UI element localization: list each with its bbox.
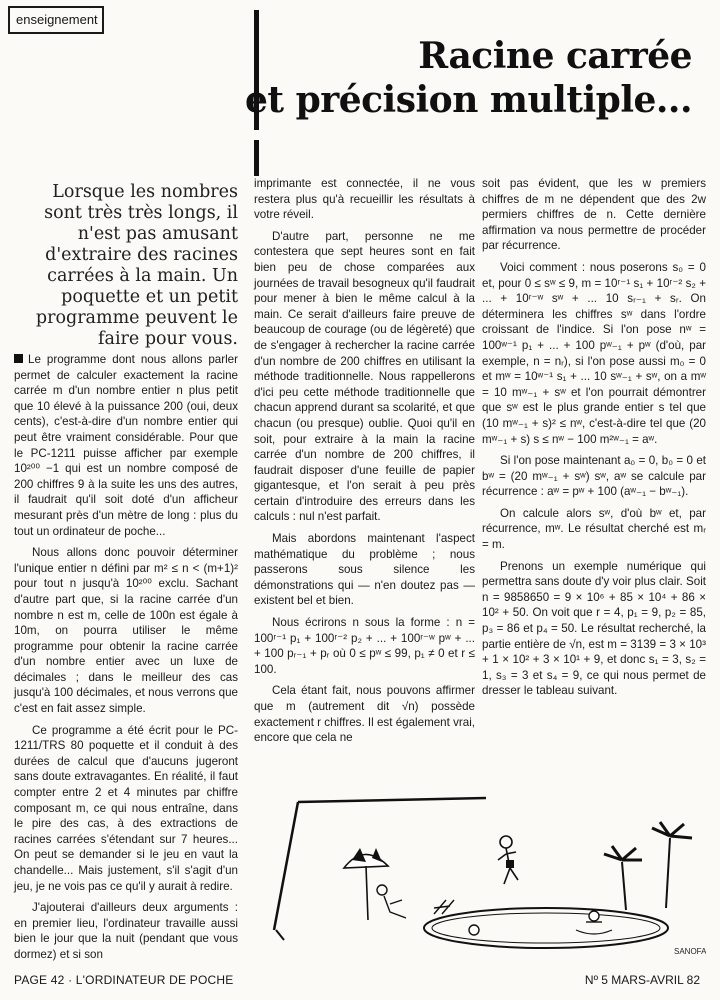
paragraph: Mais abordons maintenant l'aspect mathématique du problème ; nous passerons sous silence les démonstrations qui — n'en doutez pas — existent bel et bien. <box>254 532 475 608</box>
title-rule-lower <box>254 140 259 176</box>
diver-figure <box>498 836 518 884</box>
footer-page-label: PAGE 42 · L'ORDINATEUR DE POCHE <box>14 973 234 987</box>
section-tag: enseignement <box>8 6 104 34</box>
paragraph <box>14 352 238 539</box>
title-line-2: et précision multiple... <box>245 79 692 121</box>
footer-issue-label: Nº 5 MARS-AVRIL 82 <box>584 973 700 987</box>
diving-board <box>298 798 486 802</box>
paragraph: soit pas évident, que les w premiers chiffres de m ne dépendent que des 2w permiers chiffres de n. Cette dernière affirmation va nous permettre de procéder par récurrence. <box>482 177 706 253</box>
pole-base <box>276 930 284 940</box>
paragraph: Si l'on pose maintenant a₀ = 0, b₀ = 0 et bʷ = (20 mʷ₋₁ + sʷ) sʷ, aʷ se calcule par récurrence : aʷ = pʷ + 100 (aʷ₋₁ − bʷ₋₁). <box>482 454 706 499</box>
text-column-3 <box>482 176 706 705</box>
paragraph: Prenons un exemple numérique qui permettra sans doute d'y voir plus clair. Soit n = 9858650 = 9 × 10⁶ + 85 × 10⁴ + 86 × 10² + 50. On voit que r = 4, p₁ = 9, p₂ = 85, p₃ = 86 et p₄ = 50. Le résultat recherché, la partie entière de √n, est m = 3139 = 3 × 10³ + 1 × 10² + 3 × 10¹ + 9, et donc s₁ = 3, s₂ = 1, s₃ = 3 et s₄ = 9, ce qui nous permet de dresser le tableau suivant. <box>482 559 706 698</box>
paragraph: On calcule alors sʷ, d'où bʷ et, par récurrence, mʷ. Le résultat cherché est mᵣ = m. <box>482 506 706 552</box>
paragraph: imprimante est connectée, il ne vous restera plus qu'à recueillir les résultats à votre réveil. <box>254 177 475 222</box>
pool-outline <box>424 908 668 948</box>
palm-trees <box>604 822 692 910</box>
paragraph-text: Le programme dont nous allons parler permet de calculer exactement la racine carrée m d'un nombre entier n plus petit que 10 élevé à la puissance 200 (oui, deux cents), c'est-à-dire d'un nombre entier qui peut être vraiment considérable. Pour que le PC-1211 puisse afficher par exemple 10²⁰⁰ −1 qui est un nombre composé de 200 chiffres 9 à la suite les uns des autres, il faudrait qu'il soit doté d'un afficheur mesurant près d'un mètre de long : plus du tout un ordinateur de poche... <box>14 353 238 538</box>
beach-umbrella <box>344 848 388 920</box>
pool-inner-edge <box>432 913 660 943</box>
text-column-1 <box>14 352 238 969</box>
pool-ladder <box>434 900 454 914</box>
sunbather-figure <box>377 885 406 918</box>
cartoon-signature: SANOFA <box>674 947 706 956</box>
paragraph: D'autre part, personne ne me contestera que sept heures sont en fait bien peu de chose comparées aux journées de travail besogneux qu'il faudrait pour mener à bien le même calcul à la main. Ce serait d'ailleurs faire preuve de beaucoup de courage (ou de légèreté) que de s'engager à rechercher la racine carrée d'un nombre de 200 chiffres en utilisant la méthode traditionnelle. Nous rappellerons d'ici peu cette méthode traditionnelle que chacun apprend durant sa scolarité, et que chacun (ou presque) oublie. Quoi qu'il en soit, pour extraire à la main la racine carrée d'un nombre de 200 chiffres, il faudrait disposer d'une feuille de papier gigantesque, et l'on serait à peu près certain d'introduire des erreurs dans les calculs : nul n'est parfait. <box>254 229 475 524</box>
diving-pool-cartoon <box>256 780 706 960</box>
paragraph: J'ajouterai d'ailleurs deux arguments : en premier lieu, l'ordinateur travaille aussi bien le jour que la nuit (pendant que vous dormez) et si son <box>14 901 238 961</box>
paragraph: Nous allons donc pouvoir déterminer l'unique entier n défini par m² ≤ n < (m+1)² pour tout n jusqu'à 10²⁰⁰ exclu. Sachant d'autre part que, si la racine carrée d'un nombre n est m, celle de 100n est égale à 10m, on pourra utiliser le même programme pour obtenir la racine carrée d'un nombre entier avec un luxe de décimales ; dans le meilleur des cas jusqu'à 100 décimales, et nous verrons que c'est en fait assez simple. <box>14 546 238 716</box>
paragraph: Cela étant fait, nous pouvons affirmer que m (autrement dit √n) possède exactement r chiffres. Il est également vrai, encore que cela ne <box>254 684 475 745</box>
paragraph: Nous écrirons n sous la forme : n = 100ʳ⁻¹ p₁ + 100ʳ⁻² p₂ + ... + 100ʳ⁻ʷ pʷ + ... + 100 pᵣ₋₁ + pᵣ où 0 ≤ pʷ ≤ 99, p₁ ≠ 0 et r ≤ 100. <box>254 616 475 676</box>
board-pole <box>274 802 298 930</box>
bullet-square-icon <box>14 354 23 363</box>
paragraph: Voici comment : nous poserons s₀ = 0 et, pour 0 ≤ sʷ ≤ 9, m = 10ʳ⁻¹ s₁ + 10ʳ⁻² s₂ + ... + 10ʳ⁻ʷ sʷ + ... 10 sᵣ₋₁ + sᵣ. On déterminera les chiffres sʷ dans l'ordre croissant de l'indice. Si l'on pose nʷ = 100ʷ⁻¹ p₁ + ... + 100 pʷ₋₁ + pʷ (d'où, par exemple, n = nᵣ), si l'on pose aussi m₀ = 0 et mʷ = 10ʷ⁻¹ s₁ + ... 10 sʷ₋₁ + sʷ, on a mʷ = 10 mʷ₋₁ + sʷ et l'on pourrait démontrer que sʷ est le plus grande entier s tel que (10 mʷ₋₁ + s)² ≤ nʷ, c'est-à-dire tel que (20 mʷ₋₁ + s) s ≤ nʷ − 100 m²ʷ₋₁ = aʷ. <box>482 260 706 446</box>
article-lede: Lorsque les nombres sont très très longs, il n'est pas amusant d'extraire des racines carrées à la main. Un poquette et un petit programme peuvent le faire pour vous. <box>35 182 238 349</box>
paragraph: Ce programme a été écrit pour le PC-1211/TRS 80 poquette et il conduit à des durées de calcul que d'aucuns jugeront sans doute extravagantes. En réalité, il faut compter entre 2 et 4 minutes par chiffre composant m, ce qui nous entraîne, dans le pire des cas, à des extractions de racines carrées s'étendant sur 7 heures... On peut se demander si le jeu en vaut la chandelle... Mais justement, s'il s'agit d'un jeu, je ne vois pas ce qu'il y aurait à redire. <box>14 723 238 893</box>
title-line-1: Racine carrée <box>418 35 692 77</box>
text-column-2 <box>254 176 475 752</box>
article-title <box>245 34 692 122</box>
